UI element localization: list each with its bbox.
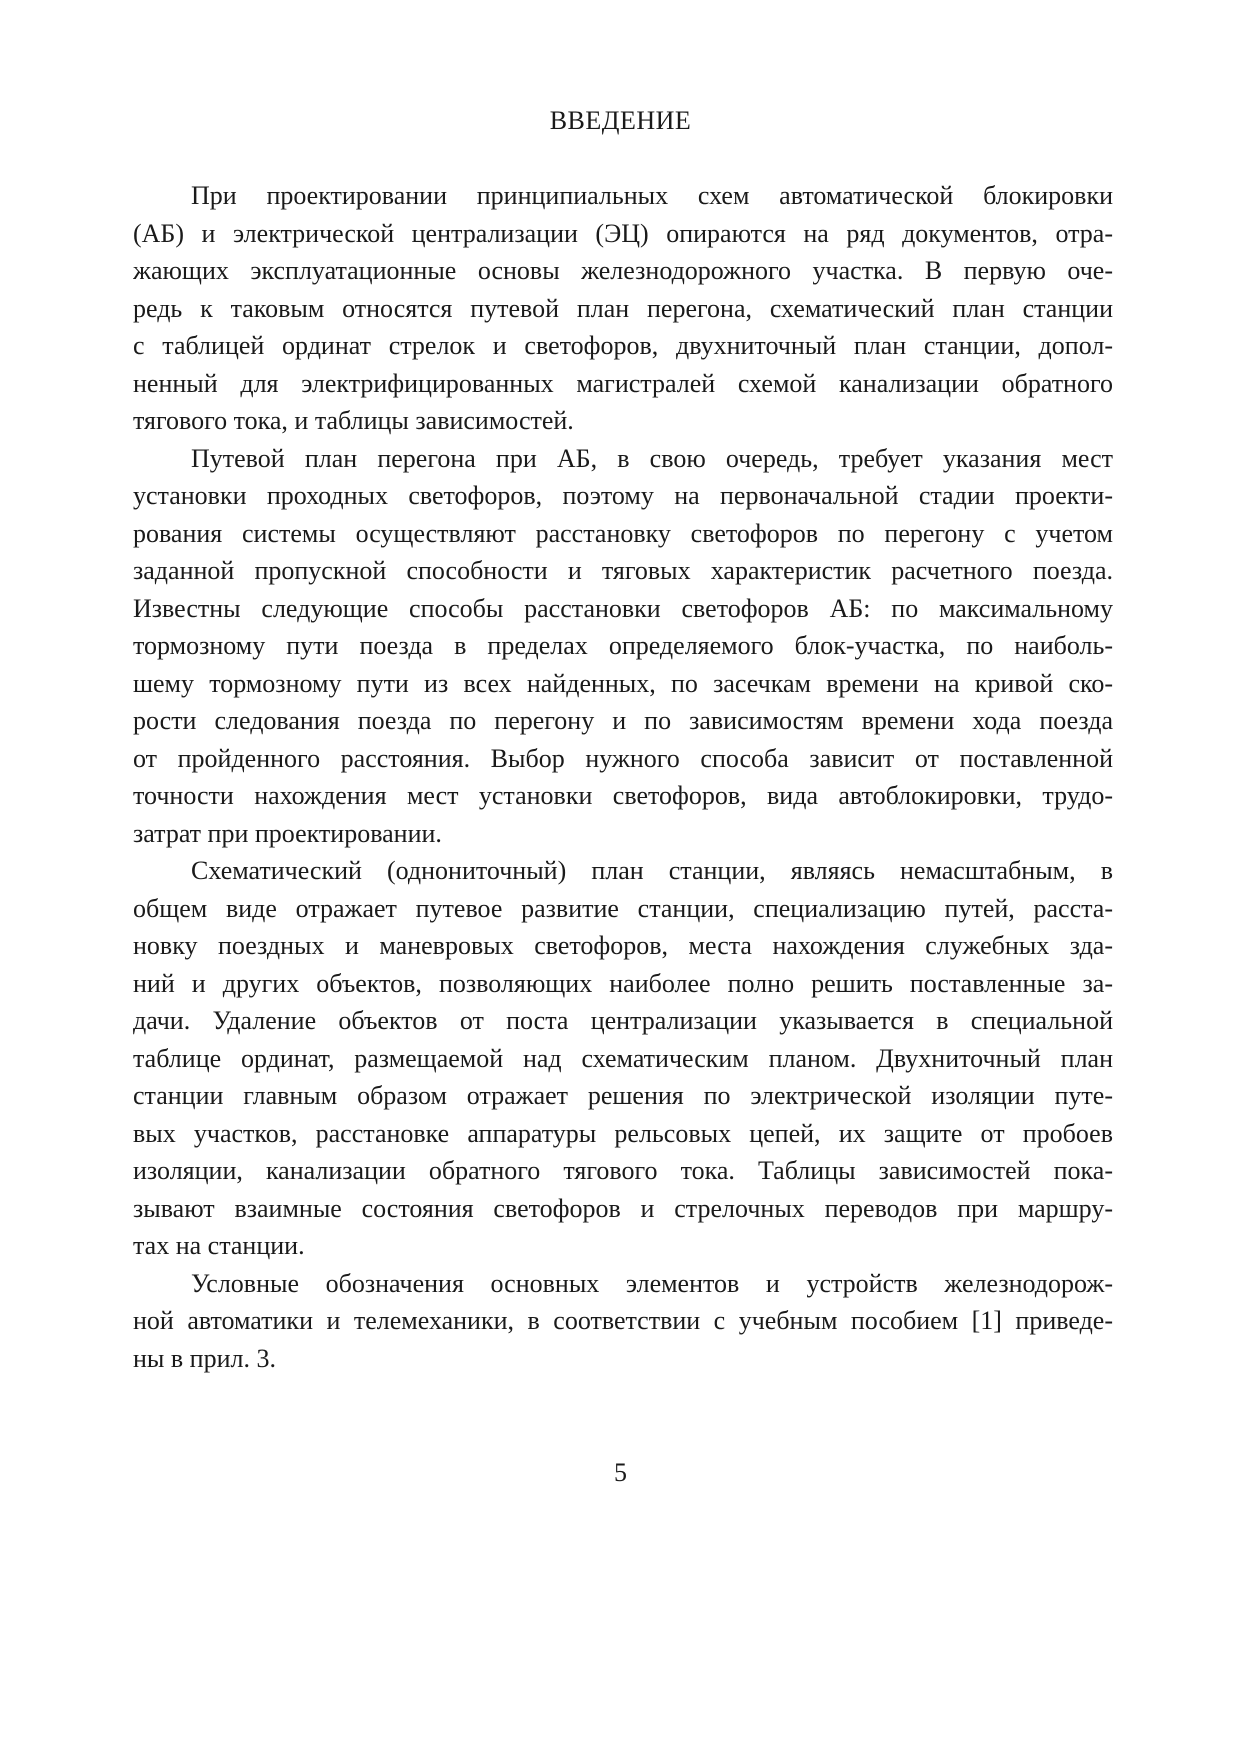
text-line: зывают взаимные состояния светофоров и стрелочных переводов при маршру-	[133, 1193, 1113, 1223]
text-line: ний и других объектов, позволяющих наиболее полно решить поставленные за-	[133, 968, 1113, 998]
paragraph	[133, 440, 1113, 853]
text-line: ной автоматики и телемеханики, в соответствии с учебным пособием [1] приведе-	[133, 1306, 1113, 1335]
text-line: редь к таковым относятся путевой план перегона, схематический план станции	[133, 293, 1113, 323]
text-line: ны в прил. 3.	[133, 1343, 276, 1373]
text-line: общем виде отражает путевое развитие станции, специализацию путей, расста-	[133, 893, 1113, 923]
text-line: шему тормозному пути из всех найденных, по засечкам времени на кривой ско-	[133, 668, 1113, 698]
text-line: затрат при проектировании.	[133, 818, 442, 848]
text-line: Условные обозначения основных элементов и устройств железнодорож-	[191, 1268, 1113, 1298]
text-line: ненный для электрифицированных магистралей схемой канализации обратного	[133, 368, 1113, 398]
text-line: рования системы осуществляют расстановку светофоров по перегону с учетом	[133, 518, 1113, 548]
text-line: тах на станции.	[133, 1231, 305, 1260]
text-line: от пройденного расстояния. Выбор нужного способа зависит от поставленной	[133, 743, 1113, 773]
text-line: жающих эксплуатационные основы железнодорожного участка. В первую оче-	[133, 256, 1113, 285]
page-number: 5	[614, 1458, 627, 1487]
paragraph	[133, 1265, 1113, 1378]
text-line: станции главным образом отражает решения по электрической изоляции путе-	[133, 1081, 1113, 1110]
text-line: таблице ординат, размещаемой над схематическим планом. Двухниточный план	[133, 1043, 1113, 1073]
text-line: рости следования поезда по перегону и по зависимостям времени хода поезда	[133, 706, 1113, 735]
body-text	[133, 177, 1113, 1377]
text-line: Известны следующие способы расстановки светофоров АБ: по максимальному	[133, 593, 1113, 623]
text-line: (АБ) и электрической централизации (ЭЦ) опираются на ряд документов, отра-	[133, 218, 1113, 248]
text-line: новку поездных и маневровых светофоров, места нахождения служебных зда-	[133, 931, 1113, 960]
text-line: дачи. Удаление объектов от поста централизации указывается в специальной	[133, 1006, 1113, 1035]
text-line: тормозному пути поезда в пределах определяемого блок-участка, по наиболь-	[133, 631, 1113, 660]
text-line: тягового тока, и таблицы зависимостей.	[133, 406, 574, 435]
text-line: точности нахождения мест установки светофоров, вида автоблокировки, трудо-	[133, 781, 1113, 810]
text-line: Схематический (однониточный) план станции, являясь немасштабным, в	[191, 856, 1113, 885]
text-line: установки проходных светофоров, поэтому на первоначальной стадии проекти-	[133, 481, 1113, 510]
paragraph	[133, 177, 1113, 440]
text-line: вых участков, расстановке аппаратуры рельсовых цепей, их защите от пробоев	[133, 1118, 1113, 1148]
text-line: изоляции, канализации обратного тягового тока. Таблицы зависимостей пока-	[133, 1156, 1113, 1185]
text-line: с таблицей ординат стрелок и светофоров, двухниточный план станции, допол-	[133, 331, 1113, 360]
text-line: При проектировании принципиальных схем автоматической блокировки	[191, 181, 1113, 210]
text-line: Путевой план перегона при АБ, в свою очередь, требует указания мест	[191, 443, 1113, 473]
text-line: заданной пропускной способности и тяговых характеристик расчетного поезда.	[133, 556, 1113, 585]
section-title: ВВЕДЕНИЕ	[549, 106, 692, 135]
paragraph	[133, 852, 1113, 1265]
